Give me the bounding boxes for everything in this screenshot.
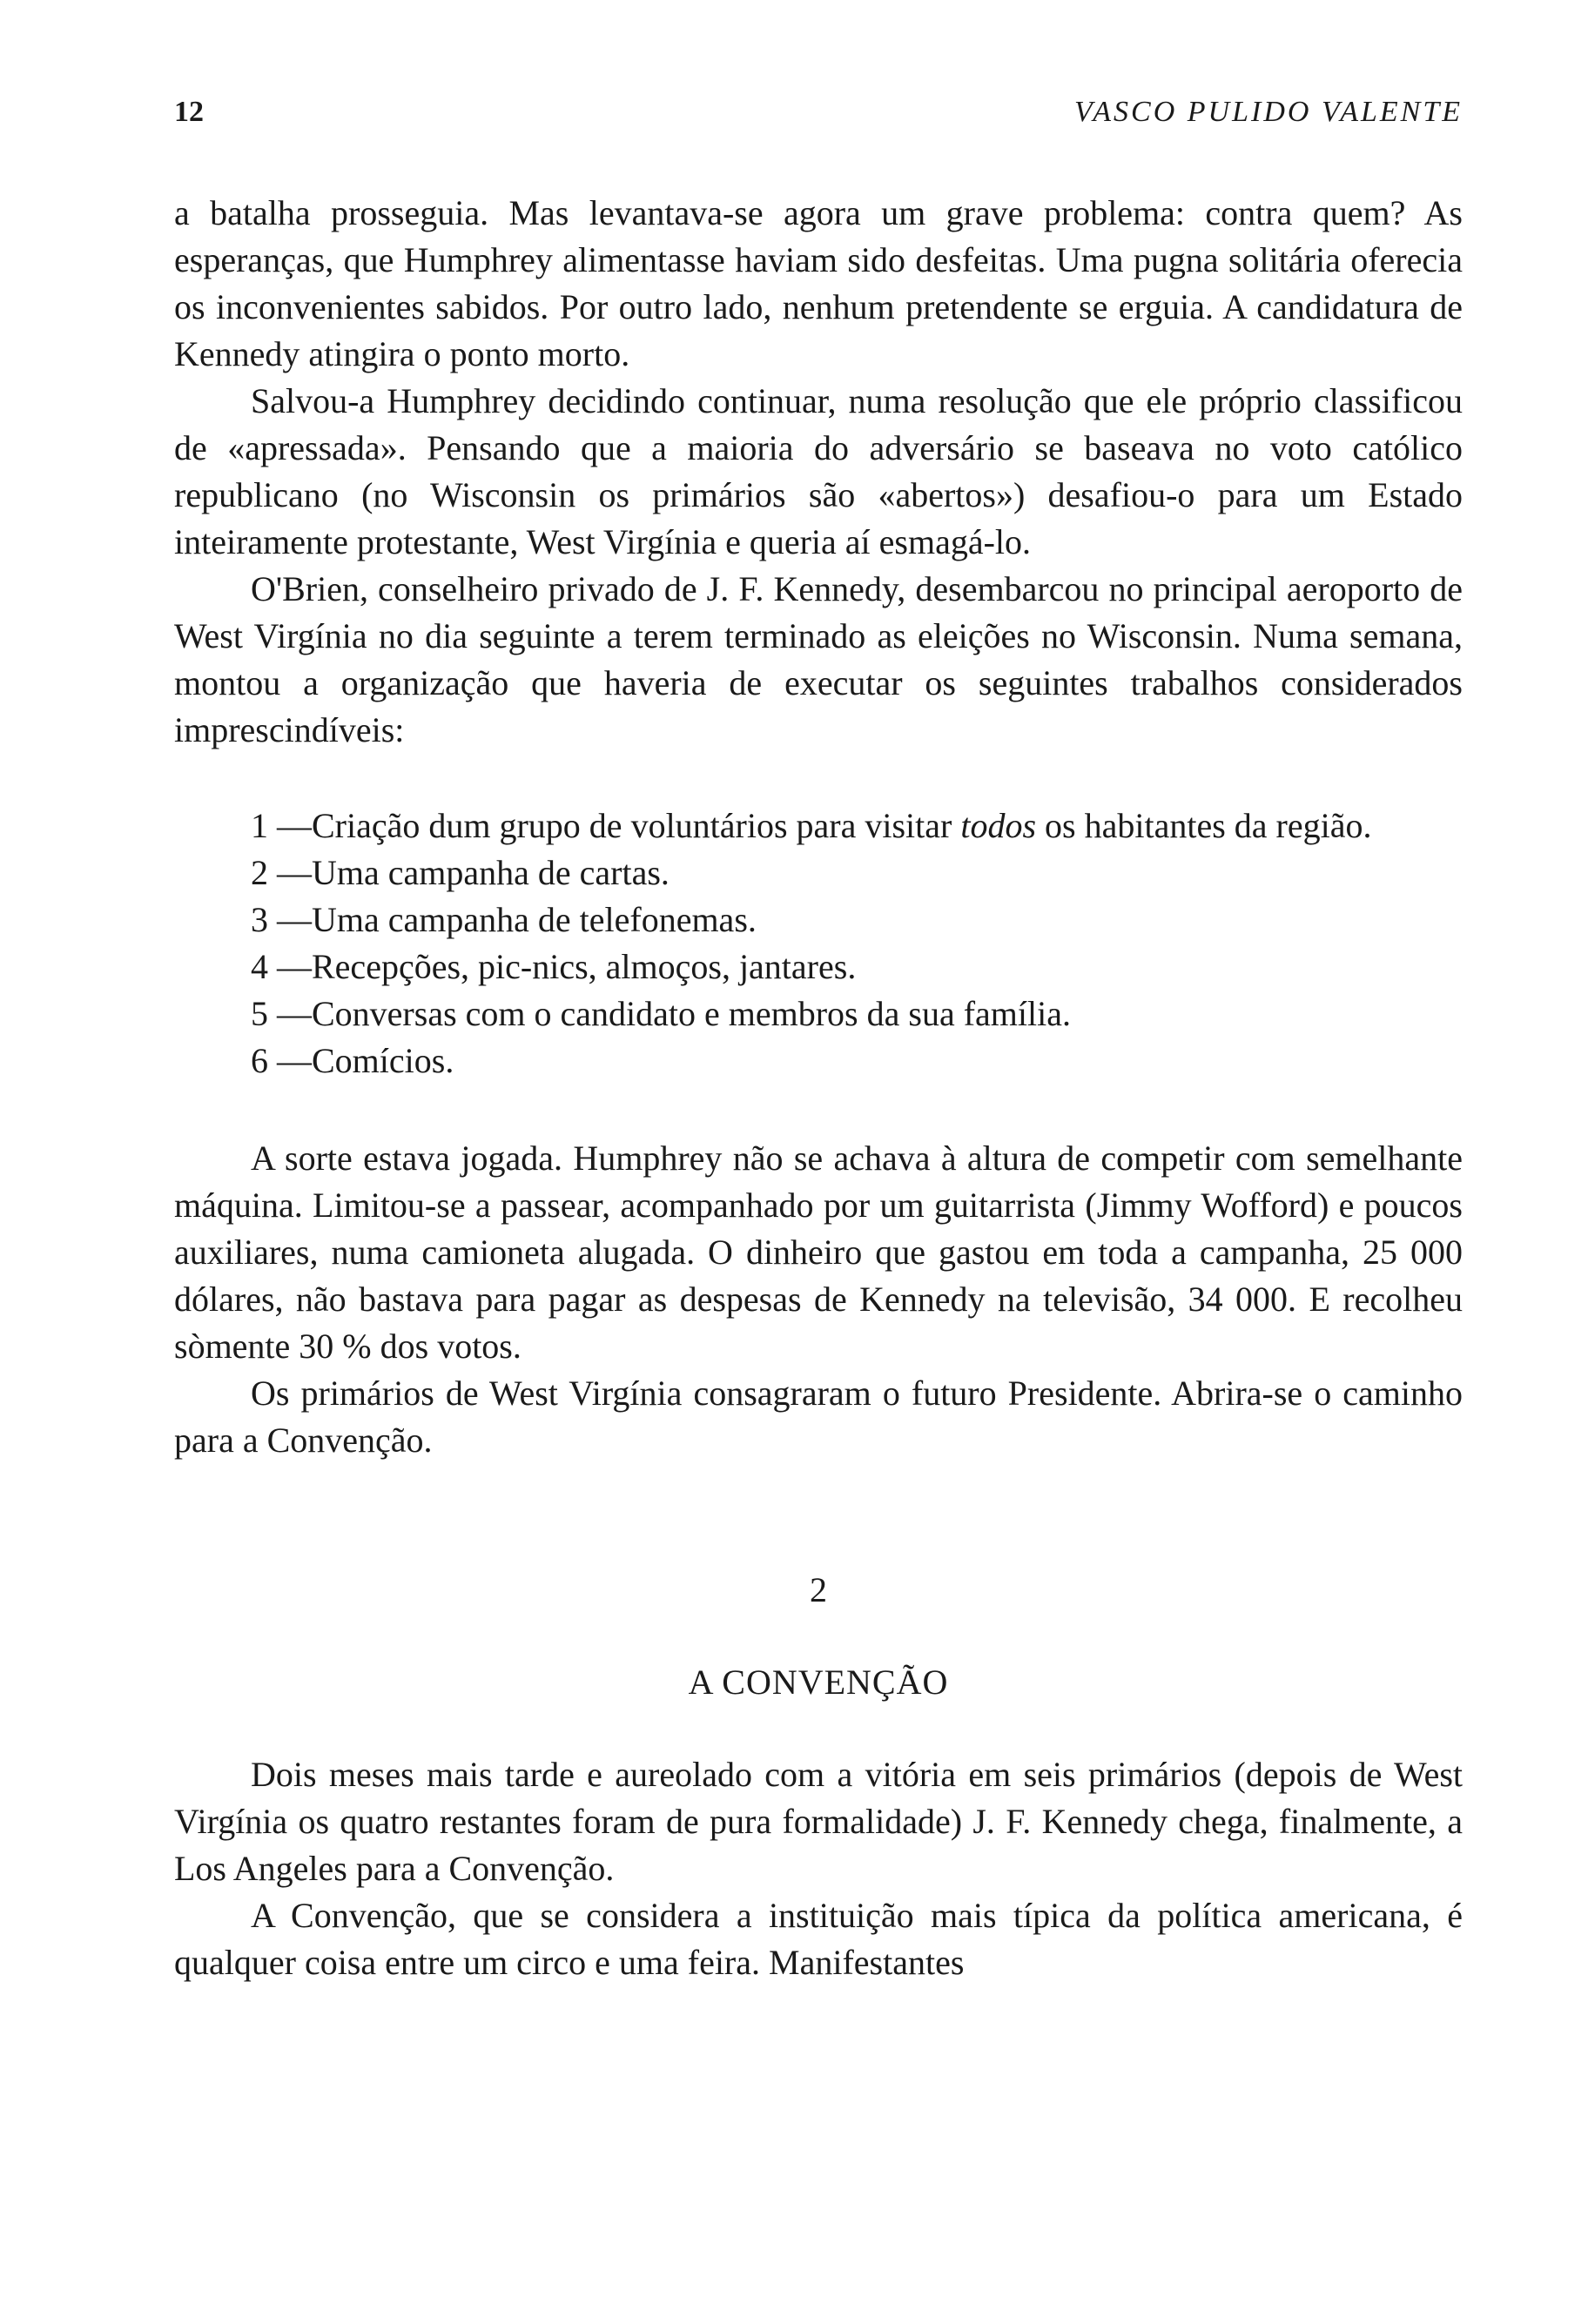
paragraph: Os primários de West Virgínia consagraram o futuro Presidente. Abrira-se o caminho para a Convenção.: [174, 1374, 1463, 1460]
body-text: [174, 190, 1463, 1986]
list-item-text: Conversas com o candidato e membros da sua família.: [312, 994, 1071, 1033]
list-item-emphasis: todos: [960, 806, 1037, 845]
paragraph: A sorte estava jogada. Humphrey não se achava à altura de competir com semelhante máquina. Limitou-se a passear, acompanhado por um guitarrista (Jimmy Wofford) e poucos auxiliares, numa camioneta alugada. O dinheiro que gastou em toda a campanha, 25 000 dólares, não bastava para pagar as despesas de Kennedy na televisão, 34 000. E recolheu sòmente 30 % dos votos.: [174, 1138, 1463, 1366]
list-item-number: 2 —: [251, 853, 312, 892]
paragraph: A Convenção, que se considera a instituição mais típica da política americana, é qualquer coisa entre um circo e uma feira. Manifestantes: [174, 1896, 1463, 1982]
numbered-list: [174, 803, 1463, 1085]
book-page: [174, 87, 1463, 1986]
list-item: [251, 850, 1463, 897]
list-item: [251, 897, 1463, 944]
paragraph: Dois meses mais tarde e aureolado com a vitória em seis primários (depois de West Virgínia os quatro restantes foram de pura formalidade) J. F. Kennedy chega, finalmente, a Los Angeles para a Convenção.: [174, 1755, 1463, 1888]
list-item-text: Recepções, pic-nics, almoços, jantares.: [312, 947, 857, 986]
section-number: 2: [810, 1570, 827, 1609]
list-item-number: 6 —: [251, 1041, 312, 1080]
list-item-text: Uma campanha de telefonemas.: [312, 900, 757, 939]
section-title: A CONVENÇÃO: [688, 1662, 949, 1702]
list-item-text: Comícios.: [312, 1041, 454, 1080]
list-item-text: Uma campanha de cartas.: [312, 853, 670, 892]
running-header: [174, 87, 1463, 139]
list-item-number: 1 —: [251, 806, 312, 845]
list-item-text-part: os habitantes da região.: [1036, 806, 1372, 845]
list-item: [251, 944, 1463, 991]
list-item: [251, 1038, 1463, 1085]
paragraph: a batalha prosseguia. Mas levantava-se agora um grave problema: contra quem? As esperanças, que Humphrey alimentasse haviam sido desfeitas. Uma pugna solitária oferecia os inconvenientes sabidos. Por outro lado, nenhum pretendente se erguia. A candidatura de Kennedy atingira o ponto morto.: [174, 193, 1463, 373]
list-item-number: 3 —: [251, 900, 312, 939]
paragraph: Salvou-a Humphrey decidindo continuar, numa resolução que ele próprio classificou de «apressada». Pensando que a maioria do adversário se baseava no voto católico republicano (no Wisconsin os primários são «abertos») desafiou-o para um Estado inteiramente protestante, West Virgínia e queria aí esmagá-lo.: [174, 381, 1463, 561]
list-item-text-part: Criação dum grupo de voluntários para visitar: [312, 806, 961, 845]
page-number: 12: [174, 96, 204, 128]
list-item: [251, 991, 1463, 1038]
list-item-text: [312, 803, 1463, 850]
list-item-number: 4 —: [251, 947, 312, 986]
list-item: [251, 803, 1463, 850]
section-body: [174, 1751, 1463, 1986]
running-header-author: VASCO PULIDO VALENTE: [1074, 96, 1463, 128]
paragraph: O'Brien, conselheiro privado de J. F. Kennedy, desembarcou no principal aeroporto de West Virgínia no dia seguinte a terem terminado as eleições no Wisconsin. Numa semana, montou a organização que haveria de executar os seguintes trabalhos considerados imprescindíveis:: [174, 569, 1463, 749]
list-item-number: 5 —: [251, 994, 312, 1033]
